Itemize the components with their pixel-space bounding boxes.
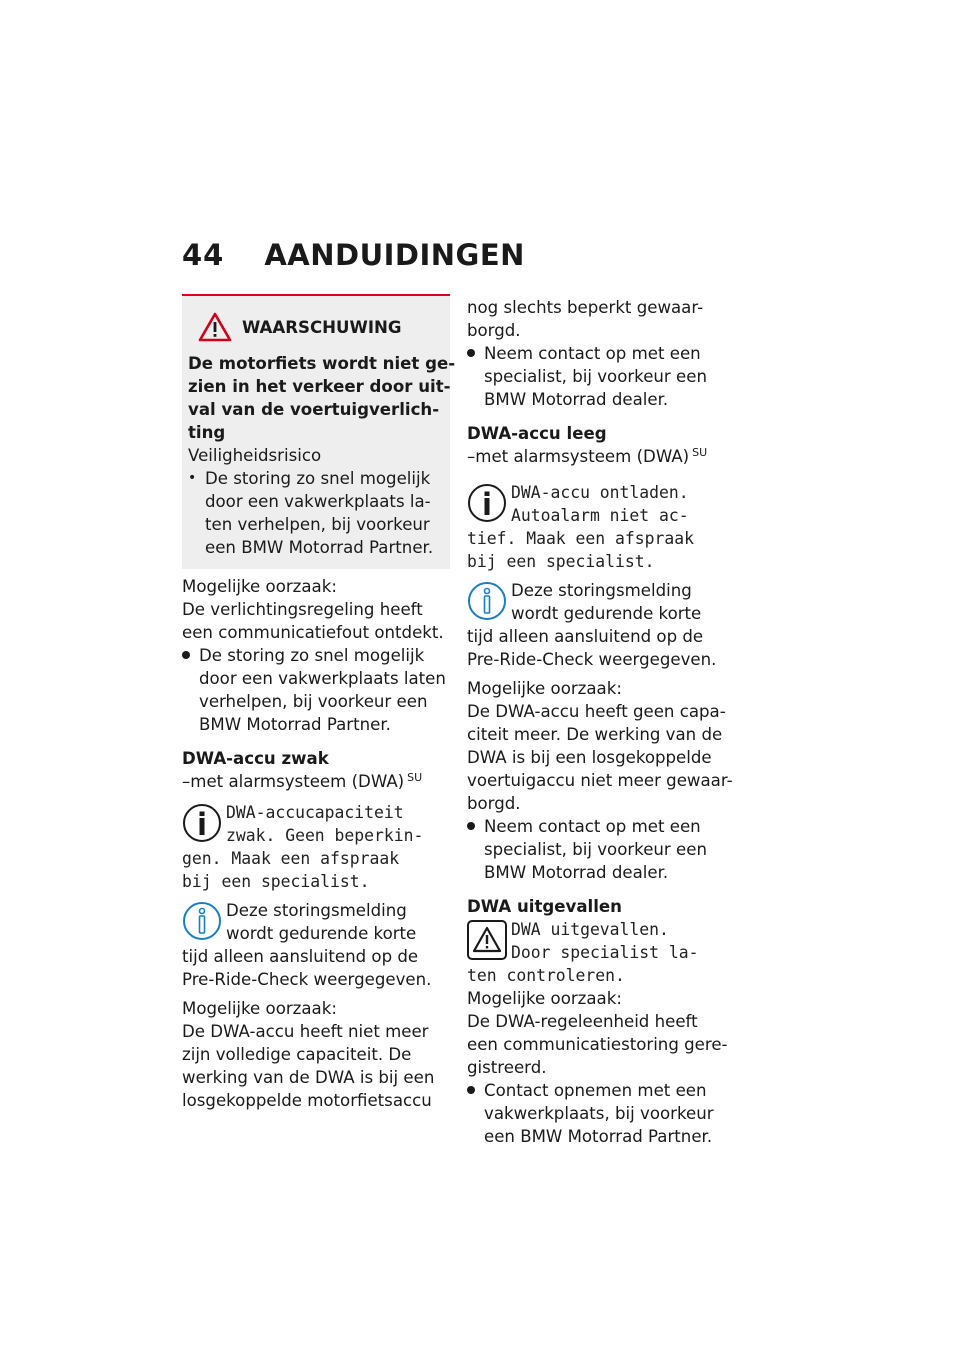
cause-line: een communicatiefout ontdekt. bbox=[182, 623, 444, 642]
display-message: DWA-accu ontladen. Autoalarm niet ac- tief. Maak een afspraak bij een specialist. bbox=[467, 483, 694, 571]
page-number: 44 bbox=[182, 238, 225, 272]
left-column bbox=[182, 294, 456, 1112]
cause-line: DWA is bij een losgekoppelde bbox=[467, 748, 712, 767]
warning-label: WAARSCHUWING bbox=[242, 317, 402, 337]
cause-line: een communicatiestoring gere- bbox=[467, 1035, 728, 1054]
cause-line: borgd. bbox=[467, 794, 521, 813]
display-message: DWA-accucapaciteit zwak. Geen beperkin- gen. Maak een afspraak bij een specialist. bbox=[182, 803, 424, 891]
action-bullet: Neem contact op met een bbox=[467, 815, 739, 838]
cause-line: zijn volledige capaciteit. De bbox=[182, 1045, 412, 1064]
action-line: specialist, bij voorkeur een bbox=[484, 367, 707, 386]
warning-header bbox=[198, 310, 442, 344]
warning-title-line: De motorfiets wordt niet ge- bbox=[188, 354, 456, 373]
warning-title-line: zien in het verkeer door uit- bbox=[188, 377, 451, 396]
cause-line: De verlichtingsregeling heeft bbox=[182, 600, 423, 619]
note-info-icon bbox=[467, 581, 507, 621]
chapter-title: AANDUIDINGEN bbox=[264, 238, 525, 272]
right-column bbox=[467, 296, 739, 1148]
warning-title-line: ting bbox=[188, 423, 226, 442]
equipment-note: –met alarmsysteem (DWA) $^{SU}$ bbox=[467, 446, 708, 466]
cause-label: Mogelijke oorzaak: bbox=[182, 999, 337, 1018]
page-header bbox=[182, 238, 525, 278]
section-heading: DWA-accu leeg bbox=[467, 424, 607, 443]
section-heading: DWA-accu zwak bbox=[182, 749, 329, 768]
action-bullet: De storing zo snel mogelijk bbox=[182, 644, 450, 667]
warning-title-line: val van de voertuigverlich- bbox=[188, 400, 440, 419]
note-block: Deze storingsmelding wordt gedurende korte tijd alleen aansluitend op de Pre-Ride-Check weergegeven. bbox=[182, 901, 432, 989]
continued-line: borgd. bbox=[467, 321, 521, 340]
info-icon bbox=[467, 483, 507, 523]
cause-label: Mogelijke oorzaak: bbox=[467, 989, 622, 1008]
action-bullet: Neem contact op met een bbox=[467, 342, 739, 365]
action-line: specialist, bij voorkeur een bbox=[484, 840, 707, 859]
cause-line: voertuigaccu niet meer gewaar- bbox=[467, 771, 733, 790]
equipment-note: –met alarmsysteem (DWA) $^{SU}$ bbox=[182, 771, 423, 791]
cause-label: Mogelijke oorzaak: bbox=[182, 577, 337, 596]
cause-line: De DWA-accu heeft niet meer bbox=[182, 1022, 429, 1041]
cause-line: citeit meer. De werking van de bbox=[467, 725, 723, 744]
action-bullet: Contact opnemen met een bbox=[467, 1079, 739, 1102]
warning-box bbox=[182, 294, 456, 569]
warning-bullet-line: ten verhelpen, bij voorkeur bbox=[205, 515, 430, 534]
action-line: een BMW Motorrad Partner. bbox=[484, 1127, 713, 1146]
cause-line: werking van de DWA is bij een bbox=[182, 1068, 435, 1087]
cause-line: gistreerd. bbox=[467, 1058, 547, 1077]
cause-line: De DWA-regeleenheid heeft bbox=[467, 1012, 698, 1031]
section-heading: DWA uitgevallen bbox=[467, 897, 622, 916]
warning-bullet-line: door een vakwerkplaats la- bbox=[205, 492, 431, 511]
action-line: door een vakwerkplaats laten bbox=[199, 669, 446, 688]
action-line: BMW Motorrad dealer. bbox=[484, 863, 669, 882]
action-line: vakwerkplaats, bij voorkeur bbox=[484, 1104, 714, 1123]
info-icon bbox=[182, 803, 222, 843]
warning-bullet: • De storing zo snel mogelijk bbox=[188, 469, 431, 488]
warning-display-icon bbox=[467, 920, 507, 960]
note-block: Deze storingsmelding wordt gedurende korte tijd alleen aansluitend op de Pre-Ride-Check weergegeven. bbox=[467, 581, 717, 669]
action-line: verhelpen, bij voorkeur een bbox=[199, 692, 428, 711]
continued-line: nog slechts beperkt gewaar- bbox=[467, 298, 704, 317]
cause-line: De DWA-accu heeft geen capa- bbox=[467, 702, 726, 721]
note-info-icon bbox=[182, 901, 222, 941]
action-line: BMW Motorrad dealer. bbox=[484, 390, 669, 409]
warning-bullet-line: een BMW Motorrad Partner. bbox=[205, 538, 434, 557]
warning-triangle-icon bbox=[198, 312, 232, 342]
cause-line: losgekoppelde motorfietsaccu bbox=[182, 1091, 432, 1110]
display-message: DWA uitgevallen. Door specialist la- ten controleren. bbox=[467, 920, 699, 985]
warning-subtitle: Veiligheidsrisico bbox=[188, 446, 322, 465]
cause-label: Mogelijke oorzaak: bbox=[467, 679, 622, 698]
action-line: BMW Motorrad Partner. bbox=[199, 715, 391, 734]
